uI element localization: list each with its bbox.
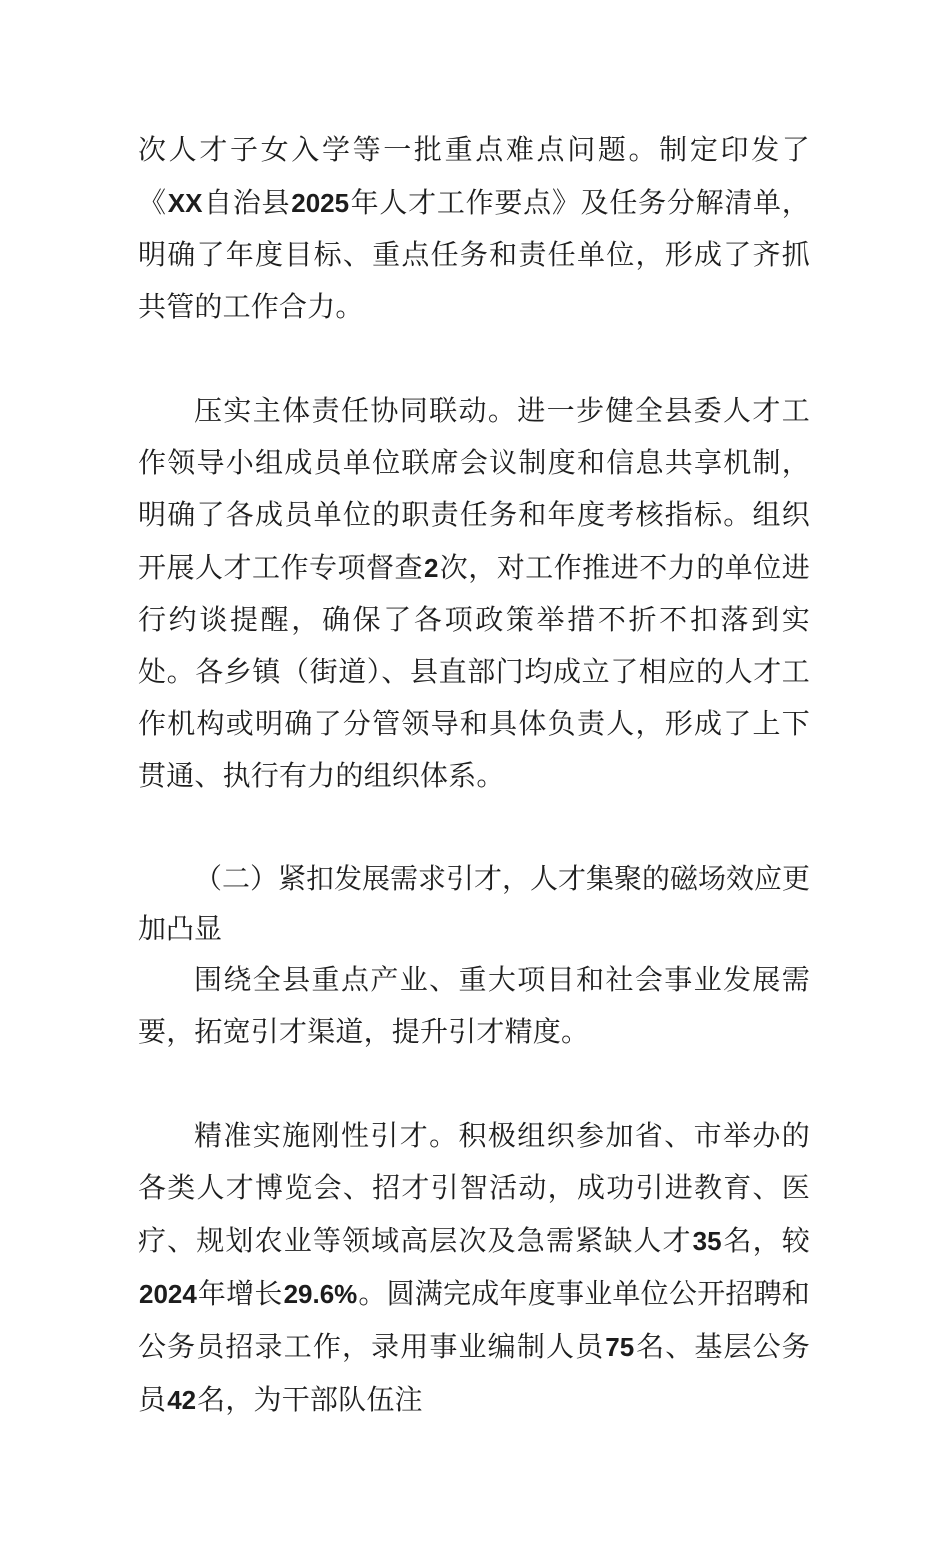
- paragraph-talent-channels: 围绕全县重点产业、重大项目和社会事业发展需要，拓宽引才渠道，提升引才精度。: [138, 965, 810, 1048]
- inline-work-plan-year: 2025: [291, 188, 350, 218]
- page-bottom-whitespace: [138, 1427, 810, 1547]
- inline-county-placeholder: XX: [167, 188, 203, 218]
- paragraph-continued-from-previous-page: 次人才子女入学等一批重点难点问题。制定印发了《XX自治县2025年人才工作要点》及任务分解清单，明确了年度目标、重点任务和责任单位，形成了齐抓共管的工作合力。: [138, 135, 811, 323]
- inline-growth-rate: 29.6%: [283, 1279, 358, 1309]
- section-heading-two: （二）紧扣发展需求引才，人才集聚的磁场效应更加凸显: [138, 864, 811, 945]
- paragraph-spacer: [138, 803, 810, 855]
- paragraph-spacer: [138, 334, 810, 386]
- inline-institutional-staff-hired: 75: [605, 1332, 635, 1362]
- paragraph-main-responsibility: 压实主体责任协同联动。进一步健全县委人才工作领导小组成员单位联席会议制度和信息共享机制，明确了各成员单位的职责任务和年度考核指标。组织开展人才工作专项督查2次，对工作推进不力的单位进行约谈提醒，确保了各项政策举措不折不扣落到实处。各乡镇（街道）、县直部门均成立了相应的人才工作机构或明确了分管领导和具体负责人，形成了上下贯通、执行有力的组织体系。: [138, 396, 810, 792]
- inline-grassroots-civil-servants-hired: 42: [167, 1385, 197, 1415]
- inline-comparison-year: 2024: [139, 1279, 197, 1309]
- inline-talent-introduced-count: 35: [692, 1226, 722, 1256]
- document-text-column: [138, 125, 810, 1547]
- paragraph-rigid-recruitment: 精准实施刚性引才。积极组织参加省、市举办的各类人才博览会、招才引智活动，成功引进教育、医疗、规划农业等领域高层次及急需紧缺人才35名，较2024年增长29.6%。圆满完成年度事业单位公开招聘和公务员招录工作，录用事业编制人员75名、基层公务员42名，为干部队伍注: [138, 1121, 811, 1416]
- inline-supervision-count: 2: [424, 553, 439, 583]
- paragraph-spacer: [138, 1059, 810, 1111]
